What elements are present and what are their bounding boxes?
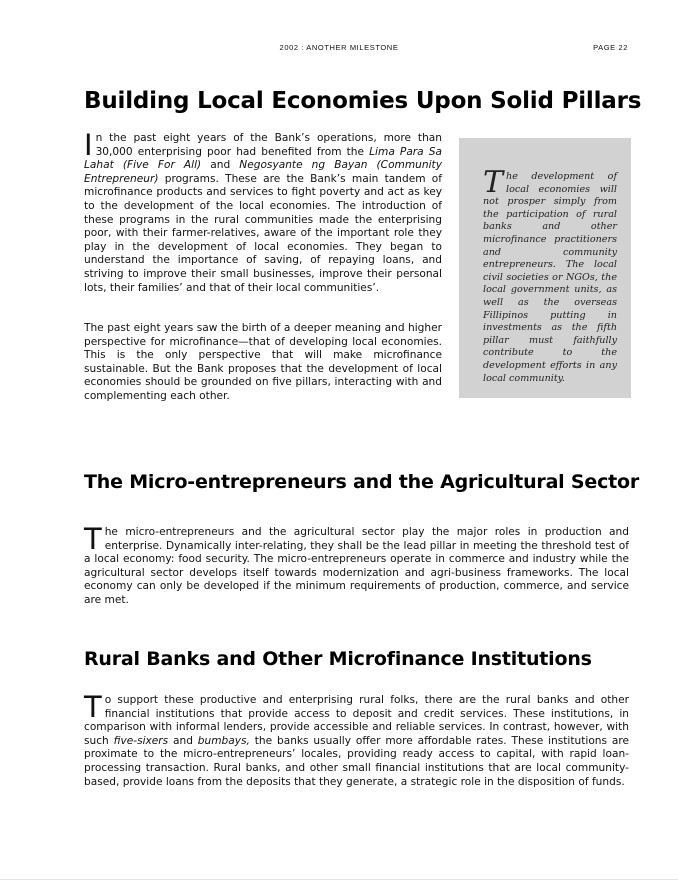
program-name: Negosyante ng Bayan (Community Entrepreneur) [84,159,442,185]
section-heading-micro-entrepreneurs: The Micro-entrepreneurs and the Agricultural Sector [84,471,640,493]
intro-text: The past eight years saw the birth of a deeper meaning and higher perspective for microfinance—that of developing local economies. This is the only perspective that will make microfinance sustainable. But the Bank proposes that the development of local economies should be grounded on five pillars, interacting with and complementing each other. [84,322,442,402]
section-paragraph-micro-entrepreneurs [84,522,629,608]
section-text: he micro-entrepreneurs and the agricultural sector play the major roles in production and enterprise. Dynamically inter-relating, they shall be the lead pillar in meeting the threshold test of a local economy: food security. The micro-entrepreneurs operate in commerce and industry while the agricultural sector develops itself towards modernization and agri-business frameworks. The local economy can only be developed if the minimum requirements of production, commerce, and service are met. [84,526,629,606]
program-name: Lima Para Sa Lahat (Five For All) [84,145,442,172]
intro-text: programs. These are the Bank’s main tandem of microfinance products and services to fight poverty and act as key to the development of the local economies. The introduction of these programs in the rural communities made the enterprising poor, with their farmer-relatives, aware of the important role they play in the development of local economies. They began to understand the importance of saving, of repaying loans, and striving to improve their small businesses, improve their personal lots, their families’ and that of their local communities’. [84,172,442,294]
header-page-number: PAGE 22 [593,43,628,52]
intro-paragraph-2 [84,322,442,404]
section-text: the banks usually offer more affordable rates. These institutions are proximate to the micro-entrepreneurs’ locales, providing ready access to capital, with rapid loan-processing transaction. Rural banks, and other small financial institutions that are local community-based, provide loans from the deposits that they generate, a strategic role in the disposition of funds. [84,734,629,788]
pull-quote-box [459,138,631,398]
page-header [0,43,678,57]
intro-text: and [201,159,240,172]
dropcap: T [483,165,504,200]
page-title: Building Local Economies Upon Solid Pillars [84,88,642,114]
lender-term: bumbays, [197,734,250,747]
lender-term: five-sixers [113,734,169,747]
intro-paragraph-1 [84,128,442,295]
section-paragraph-rural-banks [84,690,629,789]
intro-text: n the past eight years of the Bank’s operations, more than 30,000 enterprising poor had benefited from the [95,132,442,158]
dropcap: I [84,128,93,162]
section-heading-rural-banks: Rural Banks and Other Microfinance Institutions [84,648,592,670]
section-text: o support these productive and enterprising rural folks, there are the rural banks and other financial institutions that provide access to deposit and credit services. These institutions, in comparison with informal lenders, provide accessible and reliable services. In contrast, however, with such [84,694,629,747]
pull-quote-text: he development of local economies will not prosper simply from the participation of rural banks and other microfinance practitioners and community entrepreneurs. The local civil societies or NGOs, the local government units, as well as the overseas Fillipinos putting in investments as the fifth pillar must faithfully contribute to the development efforts in any local community. [483,171,617,384]
dropcap: T [84,522,102,556]
header-section-title: 2002 : ANOTHER MILESTONE [279,43,399,52]
dropcap: T [84,690,102,724]
section-text: and [168,734,198,747]
